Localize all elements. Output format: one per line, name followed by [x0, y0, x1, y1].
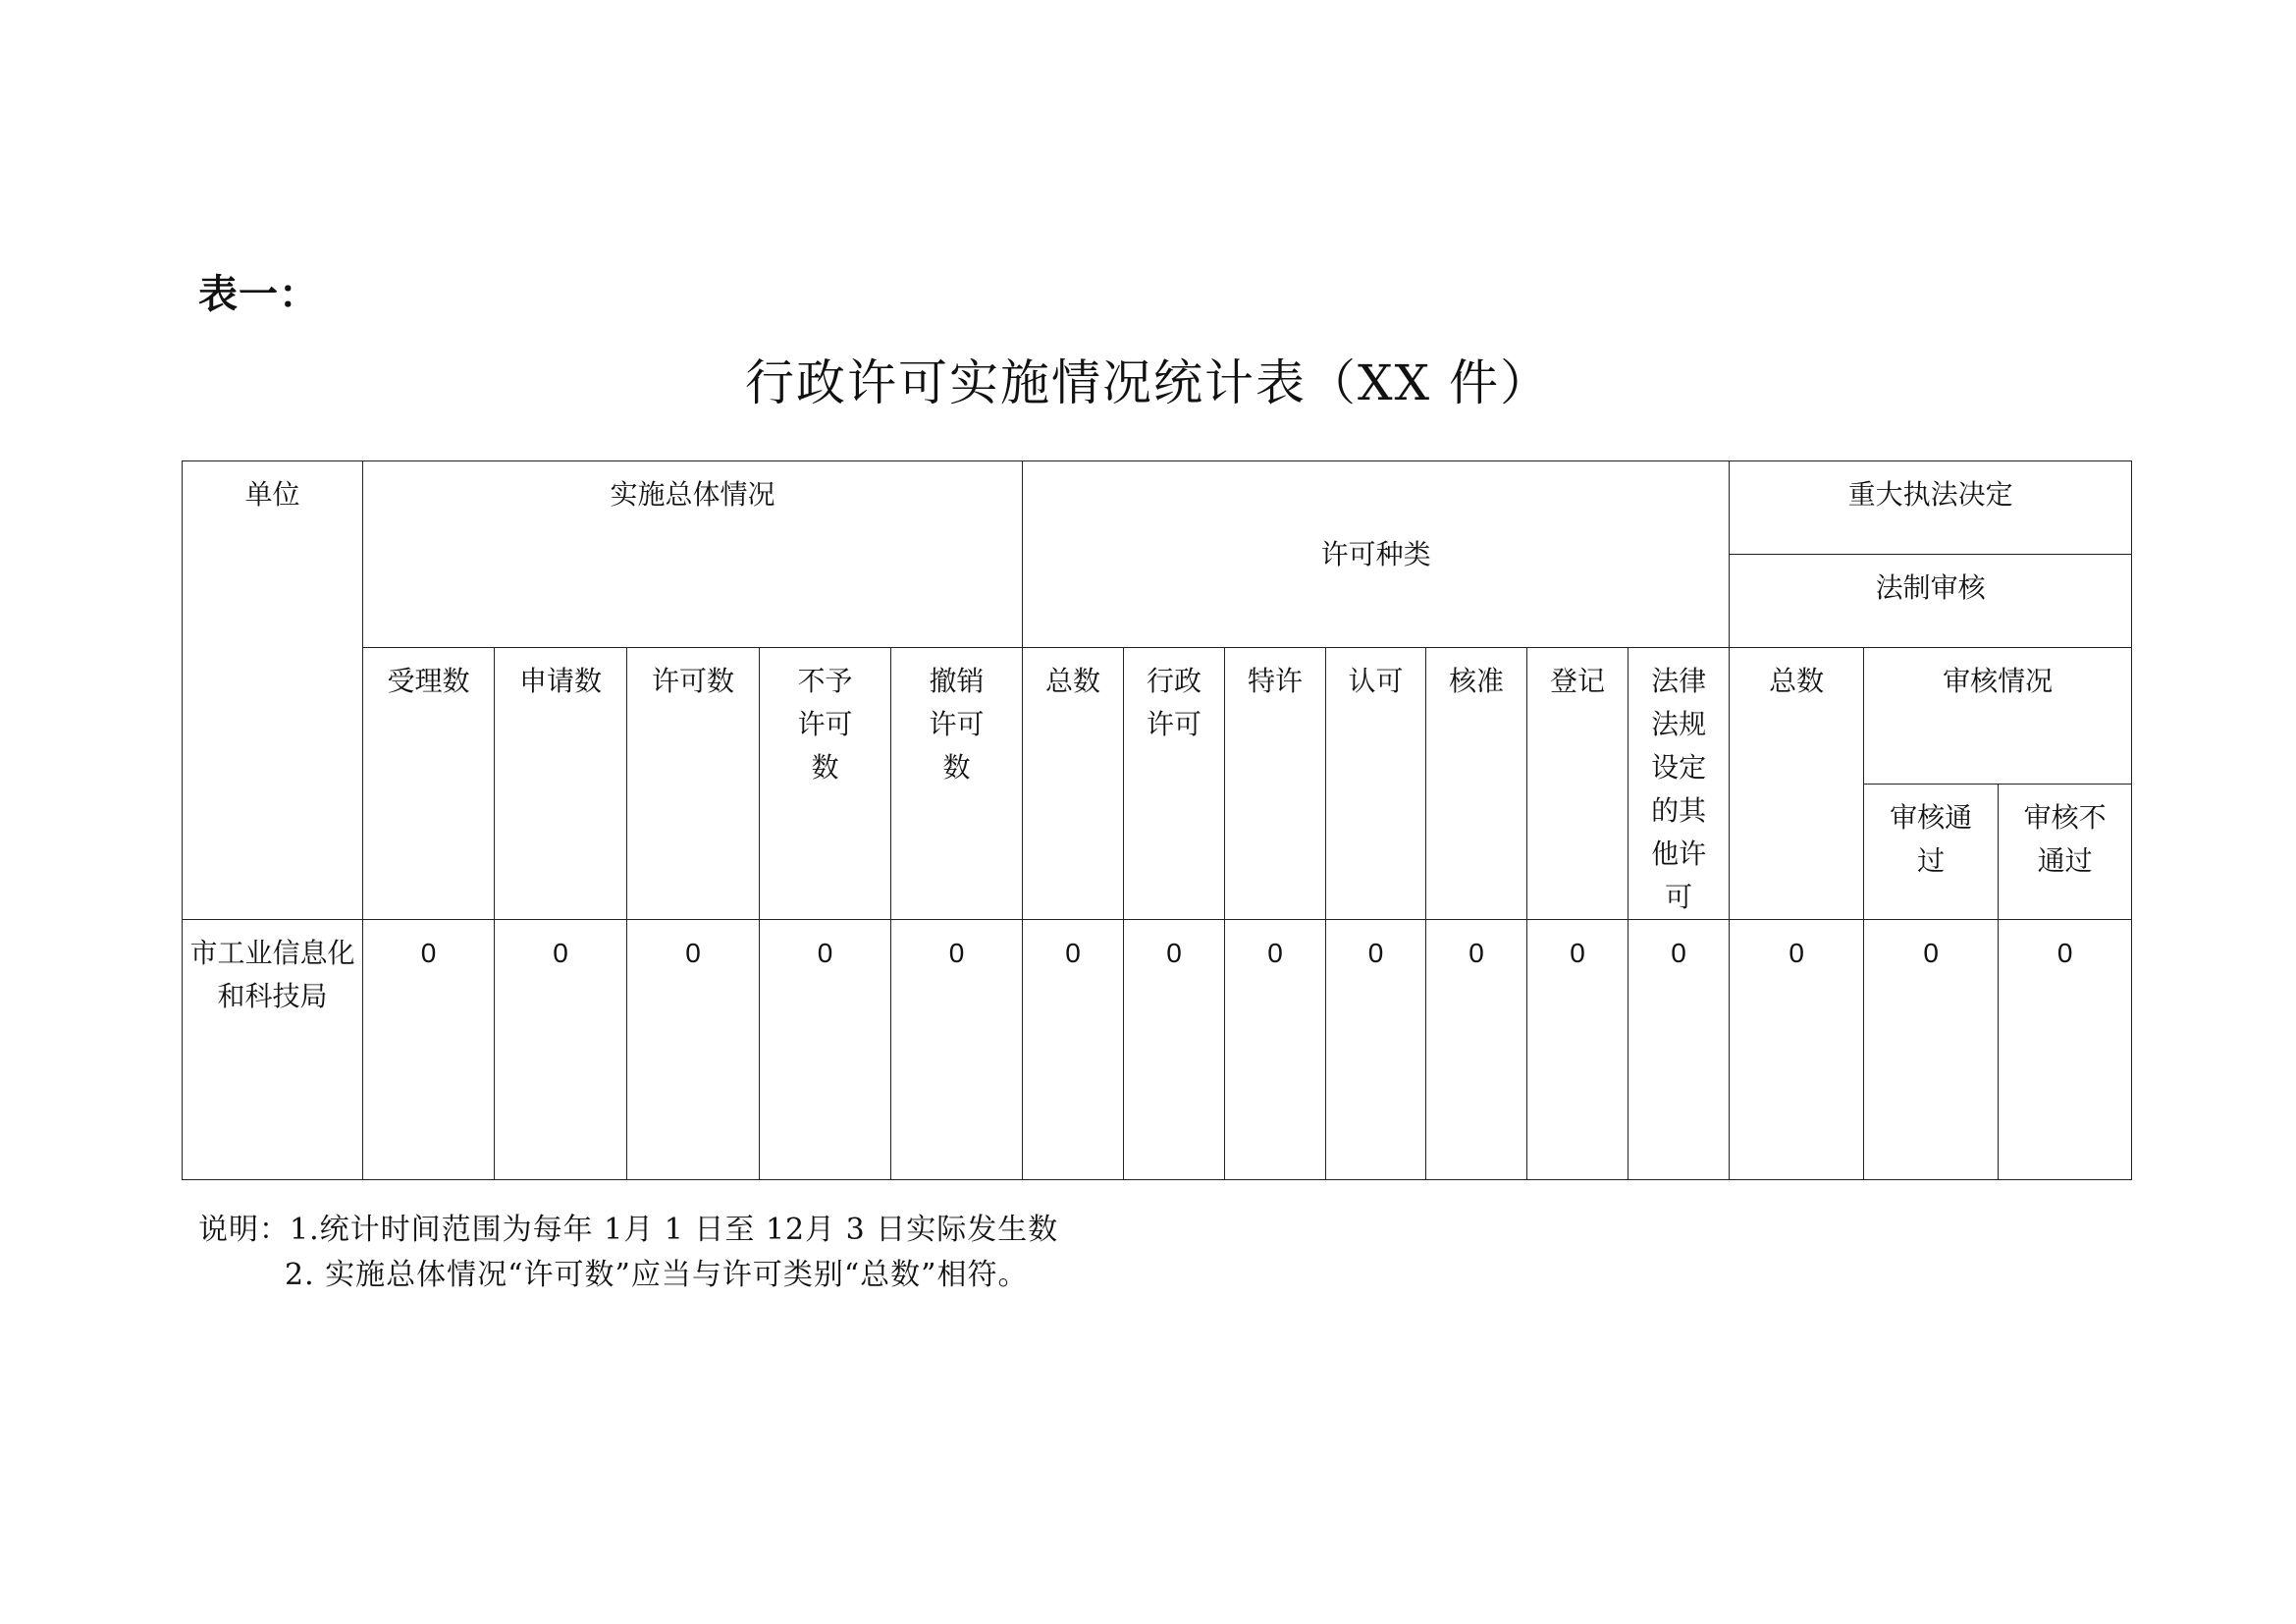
value-recognition: 0	[1326, 920, 1426, 1180]
header-not-permitted-count: 不予许可数	[760, 648, 891, 920]
value-registration: 0	[1527, 920, 1629, 1180]
header-review-failed: 审核不通过	[1999, 784, 2132, 920]
header-recognition: 认可	[1326, 648, 1426, 920]
document-title: 行政许可实施情况统计表（XX 件）	[744, 354, 1552, 411]
unit-name: 市工业信息化和科技局	[183, 920, 363, 1180]
value-review-passed: 0	[1864, 920, 1999, 1180]
header-review-status: 审核情况	[1864, 648, 2132, 785]
header-other-statutory-permits: 法律法规设定的其他许可	[1629, 648, 1730, 920]
value-decision-total: 0	[1730, 920, 1864, 1180]
note-line-1: 说明：1.统计时间范围为每年 1月 1 日至 12月 3 日实际发生数	[198, 1213, 1059, 1247]
header-unit: 单位	[183, 461, 363, 920]
header-overall-implementation: 实施总体情况	[363, 461, 1023, 648]
header-legal-review: 法制审核	[1730, 555, 2132, 648]
table-label: 表一：	[198, 272, 319, 317]
header-registration: 登记	[1527, 648, 1629, 920]
header-permit-types: 许可种类	[1023, 461, 1730, 648]
header-revoked-count: 撤销许可数	[891, 648, 1023, 920]
header-application-count: 申请数	[495, 648, 627, 920]
value-types-total: 0	[1023, 920, 1124, 1180]
value-accepted: 0	[363, 920, 495, 1180]
value-permitted: 0	[627, 920, 760, 1180]
value-review-failed: 0	[1999, 920, 2132, 1180]
header-administrative-permit: 行政许可	[1124, 648, 1225, 920]
permit-statistics-table	[182, 460, 2132, 1180]
header-review-passed: 审核通过	[1864, 784, 1999, 920]
header-types-total: 总数	[1023, 648, 1124, 920]
header-accepted-count: 受理数	[363, 648, 495, 920]
value-revoked: 0	[891, 920, 1023, 1180]
header-franchise: 特许	[1225, 648, 1326, 920]
notes	[198, 1208, 1058, 1298]
header-decision-total: 总数	[1730, 648, 1864, 920]
value-administrative-permit: 0	[1124, 920, 1225, 1180]
header-permit-count: 许可数	[627, 648, 760, 920]
header-major-decision: 重大执法决定	[1730, 461, 2132, 555]
value-applied: 0	[495, 920, 627, 1180]
note-line-2: 2. 实施总体情况“许可数”应当与许可类别“总数”相符。	[285, 1258, 1029, 1292]
value-other-statutory-permits: 0	[1629, 920, 1730, 1180]
value-approval: 0	[1426, 920, 1527, 1180]
header-approval: 核准	[1426, 648, 1527, 920]
table-row	[183, 920, 2132, 1180]
value-not-permitted: 0	[760, 920, 891, 1180]
value-franchise: 0	[1225, 920, 1326, 1180]
